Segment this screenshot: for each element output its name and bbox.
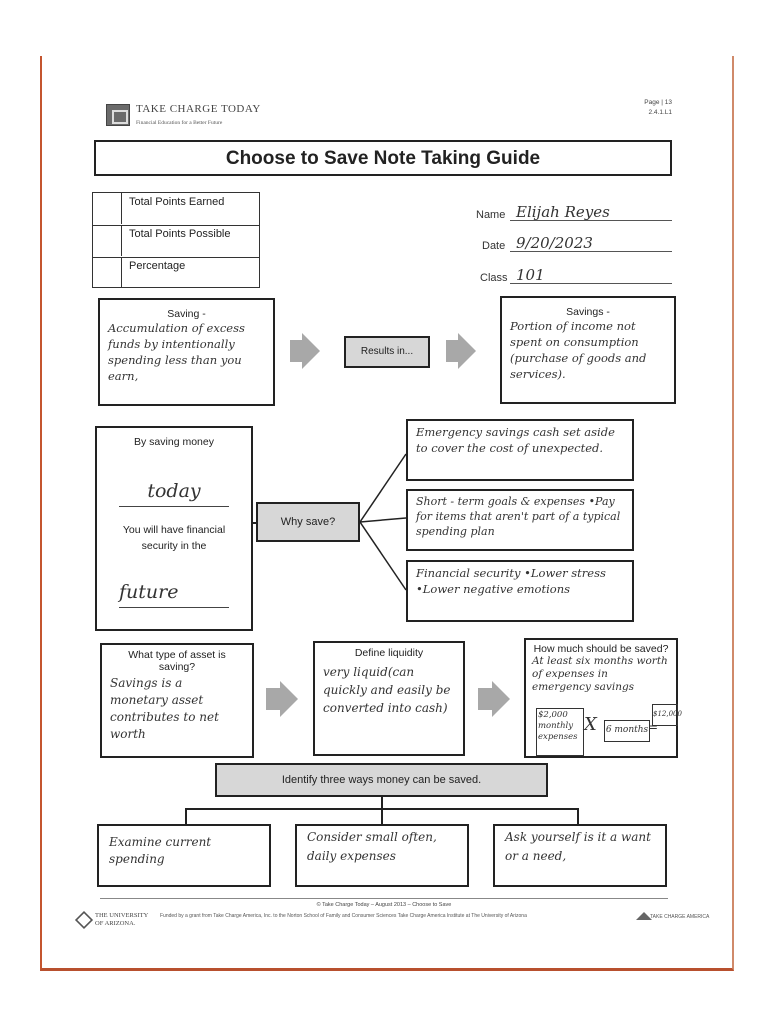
points-label: Total Points Earned (129, 196, 225, 208)
how-much-title: How much should be saved? (533, 643, 669, 655)
calc-equals: = (648, 720, 659, 734)
by-saving-label: By saving money (134, 436, 214, 448)
calc-monthly: $2,000 monthly expenses (536, 708, 584, 756)
reason-security[interactable]: Financial security •Lower stress •Lower negative emotions (406, 560, 634, 622)
points-label: Percentage (129, 260, 186, 272)
connector-line (577, 808, 579, 824)
footer-copyright: © Take Charge Today – August 2013 – Choose to Save (316, 902, 452, 908)
way-two-answer[interactable]: Consider small often, daily expenses (295, 824, 469, 887)
points-row (93, 225, 259, 258)
date-label: Date (482, 240, 506, 252)
asset-type-answer[interactable]: Savings is a monetary asset contributes to net worth (110, 676, 219, 741)
way-three-answer[interactable]: Ask yourself is it a want or a need, (493, 824, 667, 887)
points-cell[interactable] (93, 257, 122, 288)
results-in-label: Results in... (344, 336, 430, 368)
future-answer[interactable]: future (119, 581, 229, 608)
date-field[interactable]: 9/20/2023 (510, 234, 672, 252)
points-row (93, 193, 259, 226)
class-label: Class (480, 272, 508, 284)
points-row (93, 257, 259, 289)
arrow-shaft (446, 340, 458, 362)
ua-logo-line2: OF ARIZONA. (95, 920, 136, 927)
logo-title: TAKE CHARGE TODAY (136, 103, 261, 115)
connector-line (381, 808, 383, 824)
how-much-box (524, 638, 682, 758)
calc-months: 6 months (604, 720, 650, 742)
liquidity-title: Define liquidity (354, 647, 424, 659)
page-number-text: Page | 13 (644, 99, 672, 106)
arrow-right-icon (492, 681, 510, 717)
security-label: You will have financial security in the (122, 524, 226, 552)
page-code: 2.4.1.L1 (648, 109, 672, 116)
tca-logo-text: TAKE CHARGE AMERICA (650, 914, 710, 920)
by-saving-box (95, 426, 253, 631)
points-table (92, 192, 260, 288)
name-field[interactable]: Elijah Reyes (510, 203, 672, 221)
liquidity-answer[interactable]: very liquid(can quickly and easily be converted into cash) (323, 665, 451, 715)
calc-times: X (584, 714, 597, 735)
points-cell[interactable] (93, 193, 122, 224)
arrow-shaft (290, 340, 302, 362)
connector-line (185, 808, 187, 824)
how-much-answer[interactable]: At least six months worth of expenses in emergency savings (532, 655, 668, 693)
calc-result: $12,000 (652, 704, 678, 726)
take-charge-logo-icon (106, 104, 130, 126)
footer-rule (100, 898, 668, 899)
liquidity-box (313, 641, 465, 756)
class-field[interactable]: 101 (510, 266, 672, 284)
page-title: Choose to Save Note Taking Guide (94, 140, 672, 176)
asset-type-box (100, 643, 254, 758)
page-number (600, 98, 672, 118)
points-cell[interactable] (93, 225, 122, 256)
branch-connector (360, 450, 408, 600)
arrow-right-icon (302, 333, 320, 369)
footer-funding: Funded by a grant from Take Charge America, Inc. to the Norton School of Family and Consumer Sciences Take Charge America Institute at The University of Arizona (160, 913, 527, 919)
ua-logo-text (95, 912, 148, 928)
arrow-right-icon (458, 333, 476, 369)
savings-title: Savings - (566, 306, 610, 318)
name-label: Name (476, 209, 506, 221)
saving-title: Saving - (167, 308, 206, 320)
savings-answer[interactable]: Portion of income not spent on consumption (purchase of goods and services). (510, 319, 647, 381)
reason-short-term[interactable]: Short - term goals & expenses •Pay for items that aren't part of a typical spending plan (406, 489, 634, 551)
why-save-label: Why save? (256, 502, 360, 542)
logo-subtitle: Financial Education for a Better Future (136, 120, 223, 126)
saving-definition-box (98, 298, 275, 406)
savings-definition-box (500, 296, 676, 404)
arrow-shaft (478, 688, 492, 710)
points-label: Total Points Possible (129, 228, 231, 240)
arrow-right-icon (280, 681, 298, 717)
arrow-shaft (266, 688, 280, 710)
saving-answer[interactable]: Accumulation of excess funds by intentionally spending less than you earn, (108, 321, 245, 383)
way-one-answer[interactable]: Examine current spending (97, 824, 271, 887)
reason-emergency[interactable]: Emergency savings cash set aside to cover the cost of unexpected. (406, 419, 634, 481)
ua-logo-line1: THE UNIVERSITY (95, 912, 149, 919)
asset-type-title: What type of asset is saving? (128, 649, 226, 673)
today-answer[interactable]: today (119, 480, 229, 507)
identify-ways-label: Identify three ways money can be saved. (215, 763, 548, 797)
